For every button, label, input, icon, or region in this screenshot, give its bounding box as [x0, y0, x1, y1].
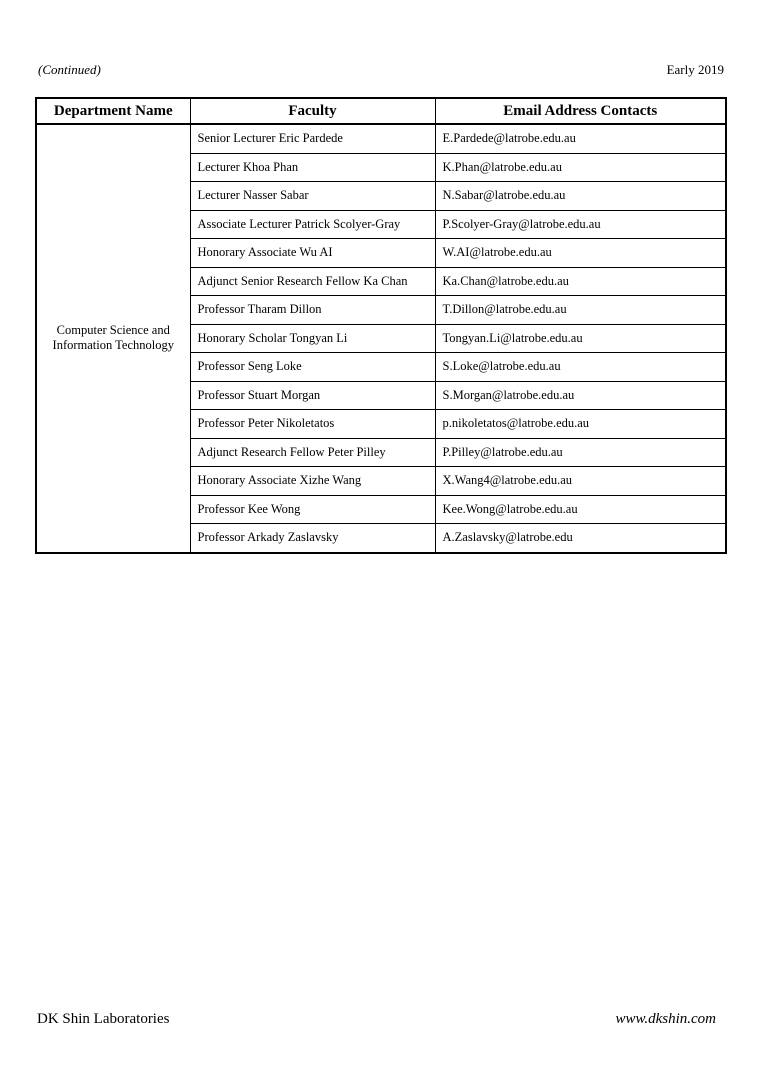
faculty-cell: Adjunct Senior Research Fellow Ka Chan — [190, 267, 435, 296]
table-header-row — [36, 98, 726, 124]
email-cell: p.nikoletatos@latrobe.edu.au — [435, 410, 726, 439]
column-header-email: Email Address Contacts — [435, 98, 726, 124]
table-row — [36, 124, 726, 153]
email-cell: S.Loke@latrobe.edu.au — [435, 353, 726, 382]
email-cell: N.Sabar@latrobe.edu.au — [435, 182, 726, 211]
faculty-cell: Senior Lecturer Eric Pardede — [190, 124, 435, 153]
department-cell — [36, 124, 190, 553]
department-name-line-1: Computer Science and — [56, 323, 170, 338]
faculty-cell: Lecturer Nasser Sabar — [190, 182, 435, 211]
email-cell: X.Wang4@latrobe.edu.au — [435, 467, 726, 496]
faculty-cell: Honorary Associate Xizhe Wang — [190, 467, 435, 496]
footer-website: www.dkshin.com — [615, 1011, 716, 1027]
faculty-cell: Professor Stuart Morgan — [190, 381, 435, 410]
email-cell: A.Zaslavsky@latrobe.edu — [435, 524, 726, 553]
date-label: Early 2019 — [666, 62, 724, 77]
email-cell: P.Scolyer-Gray@latrobe.edu.au — [435, 210, 726, 239]
email-cell: K.Phan@latrobe.edu.au — [435, 153, 726, 182]
email-cell: T.Dillon@latrobe.edu.au — [435, 296, 726, 325]
faculty-cell: Lecturer Khoa Phan — [190, 153, 435, 182]
column-header-department: Department Name — [36, 98, 190, 124]
faculty-cell: Honorary Associate Wu AI — [190, 239, 435, 268]
email-cell: W.AI@latrobe.edu.au — [435, 239, 726, 268]
faculty-cell: Honorary Scholar Tongyan Li — [190, 324, 435, 353]
continued-label: (Continued) — [38, 62, 101, 77]
column-header-faculty: Faculty — [190, 98, 435, 124]
faculty-cell: Professor Arkady Zaslavsky — [190, 524, 435, 553]
faculty-cell: Professor Tharam Dillon — [190, 296, 435, 325]
footer-company: DK Shin Laboratories — [37, 1011, 170, 1027]
email-cell: Ka.Chan@latrobe.edu.au — [435, 267, 726, 296]
email-cell: S.Morgan@latrobe.edu.au — [435, 381, 726, 410]
contacts-table — [35, 97, 727, 554]
email-cell: Tongyan.Li@latrobe.edu.au — [435, 324, 726, 353]
email-cell: Kee.Wong@latrobe.edu.au — [435, 495, 726, 524]
email-cell: E.Pardede@latrobe.edu.au — [435, 124, 726, 153]
faculty-cell: Adjunct Research Fellow Peter Pilley — [190, 438, 435, 467]
faculty-cell: Professor Peter Nikoletatos — [190, 410, 435, 439]
email-cell: P.Pilley@latrobe.edu.au — [435, 438, 726, 467]
department-name-line-2: Information Technology — [52, 338, 174, 353]
faculty-cell: Professor Seng Loke — [190, 353, 435, 382]
faculty-cell: Associate Lecturer Patrick Scolyer-Gray — [190, 210, 435, 239]
faculty-cell: Professor Kee Wong — [190, 495, 435, 524]
